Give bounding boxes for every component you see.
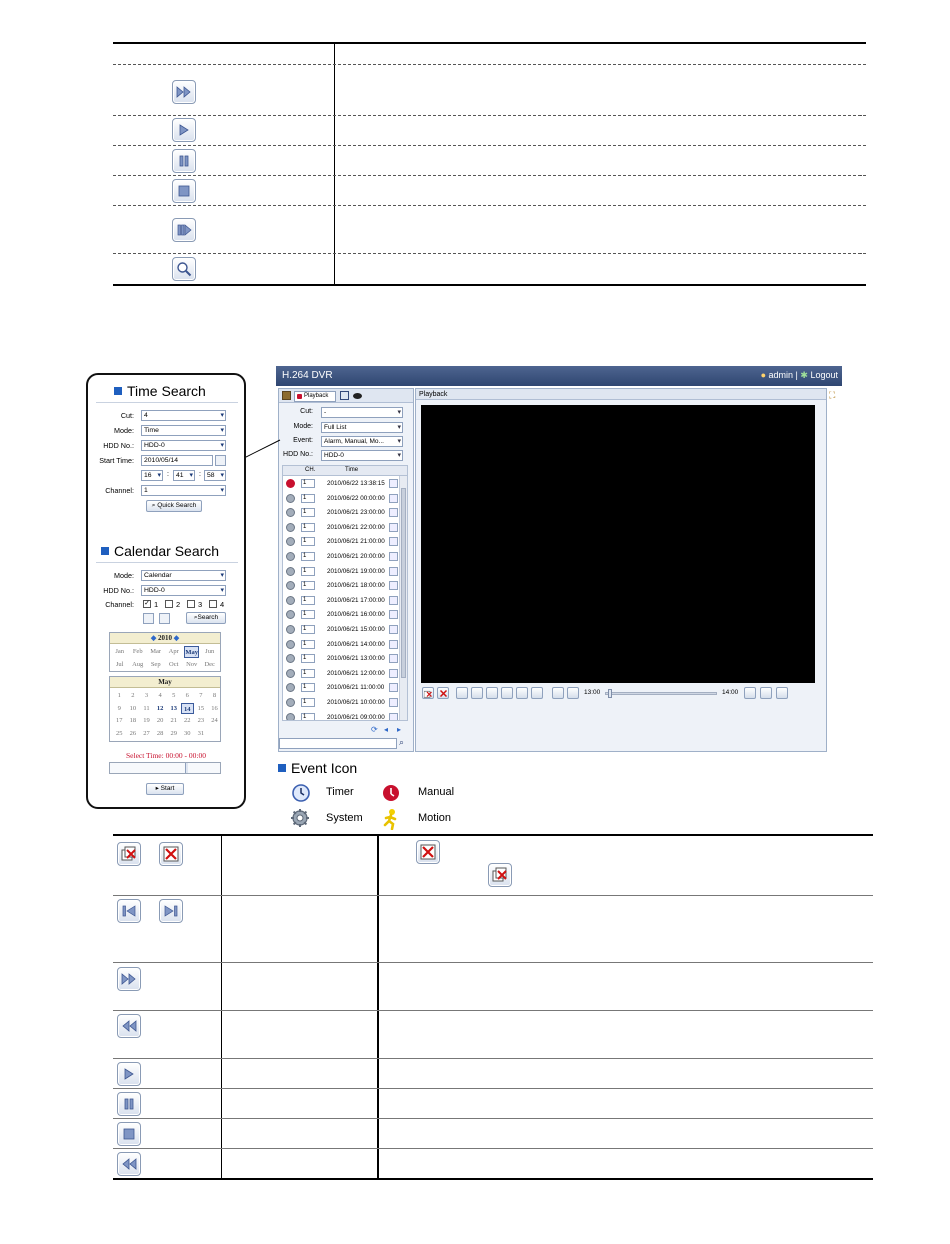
cs-hdd-label: HDD No.: xyxy=(103,586,134,595)
system-icon xyxy=(286,683,295,692)
day-30[interactable]: 30 xyxy=(184,729,191,737)
playback-panel-title: Playback xyxy=(416,389,826,400)
start-button[interactable] xyxy=(146,783,184,795)
channel-checkbox-1[interactable]: ✓ xyxy=(144,600,150,607)
system-icon xyxy=(286,567,295,576)
refresh-icon[interactable]: ⟳ xyxy=(371,725,378,734)
list-item[interactable] xyxy=(283,521,401,536)
event-time: 2010/06/22 00:00:00 xyxy=(327,494,385,502)
list-item[interactable] xyxy=(283,579,401,594)
ts-channel-select[interactable]: 1 ▾ xyxy=(141,485,226,496)
day-20[interactable]: 20 xyxy=(156,717,164,724)
channel-select[interactable]: 1 xyxy=(301,581,315,590)
motion-label: Motion xyxy=(418,812,452,824)
system-icon xyxy=(286,610,295,619)
next-page-icon[interactable]: ▸ xyxy=(397,725,402,734)
event-time: 2010/06/21 11:00:00 xyxy=(327,684,385,692)
col-ch: CH. xyxy=(305,467,316,473)
list-item[interactable] xyxy=(283,550,401,565)
rewind-icon xyxy=(117,1014,141,1038)
ts-hdd-select[interactable]: HDD-0 ▾ xyxy=(141,440,226,451)
day-19[interactable]: 19 xyxy=(143,717,150,724)
close-icon xyxy=(159,842,183,866)
channel-select[interactable]: 1 xyxy=(301,654,315,663)
channel-select[interactable]: 1 xyxy=(301,698,315,707)
row-divider xyxy=(113,145,866,146)
day-5[interactable]: 5 xyxy=(172,692,176,699)
day-7[interactable]: 7 xyxy=(199,692,203,699)
day-17[interactable]: 17 xyxy=(116,717,123,724)
title-underline xyxy=(96,562,238,563)
channel-select[interactable]: 1 xyxy=(301,494,315,503)
month-jun[interactable]: Jun xyxy=(205,648,215,655)
time-search-title: Time Search xyxy=(114,383,206,399)
cs-hdd-select[interactable]: HDD-0 ▾ xyxy=(141,585,226,596)
channel-select[interactable]: 1 xyxy=(301,479,315,488)
channel-select[interactable]: 1 xyxy=(301,537,315,546)
timeline-end: 14:00 xyxy=(722,689,739,696)
day-29[interactable]: 29 xyxy=(170,729,177,737)
list-item[interactable] xyxy=(283,506,401,521)
callout-connector xyxy=(240,438,288,462)
user-area xyxy=(761,370,838,381)
event-time: 2010/06/21 13:00:00 xyxy=(327,655,385,663)
hdd-select[interactable]: HDD-0 ▾ xyxy=(321,450,403,461)
logout-link[interactable]: Logout xyxy=(810,370,838,380)
system-icon xyxy=(286,596,295,605)
list-item[interactable] xyxy=(283,652,401,667)
row-divider xyxy=(113,205,866,206)
day-calendar xyxy=(109,676,221,742)
day-23[interactable]: 23 xyxy=(197,717,205,724)
event-select[interactable]: Alarm, Manual, Mo... ▾ xyxy=(321,436,403,447)
column-divider xyxy=(221,834,222,1178)
manual-label: Manual xyxy=(418,786,455,798)
event-time: 2010/06/21 23:00:00 xyxy=(327,509,385,517)
logout-icon: ✱ xyxy=(800,370,808,380)
close-all-icon xyxy=(117,842,141,866)
play-icon[interactable] xyxy=(389,479,398,488)
system-icon xyxy=(286,581,295,590)
play-icon[interactable] xyxy=(486,687,498,699)
search-callout xyxy=(86,373,246,809)
tab-playback-label: Playback xyxy=(304,393,329,399)
event-time: 2010/06/21 22:00:00 xyxy=(327,523,385,531)
month-jul[interactable]: Jul xyxy=(115,661,124,668)
day-11[interactable]: 11 xyxy=(143,704,150,712)
cut-label: Cut: xyxy=(300,408,313,415)
channel-checkbox-4[interactable] xyxy=(209,600,217,608)
fast-forward-icon xyxy=(172,80,196,104)
list-item[interactable] xyxy=(283,623,401,638)
channel-select[interactable]: 1 xyxy=(301,523,315,532)
event-time: 2010/06/21 16:00:00 xyxy=(327,611,385,619)
day-16[interactable]: 16 xyxy=(211,704,218,712)
day-10[interactable]: 10 xyxy=(129,704,137,712)
manual-icon xyxy=(286,479,295,488)
channel-checkbox-3[interactable] xyxy=(187,600,195,608)
playback-icon xyxy=(297,394,302,399)
year-calendar xyxy=(109,632,221,672)
close-all-icon xyxy=(488,863,512,887)
title-bar xyxy=(276,366,842,386)
scroll-thumb[interactable] xyxy=(401,488,406,678)
playback-area xyxy=(415,388,827,752)
channel-select[interactable]: 1 xyxy=(301,596,315,605)
app-title: H.264 DVR xyxy=(282,370,333,381)
play-icon[interactable] xyxy=(389,610,398,619)
day-24[interactable]: 24 xyxy=(211,717,218,724)
manual-icon xyxy=(382,784,400,802)
row-divider xyxy=(113,895,873,896)
fullscreen-icon[interactable]: ⛶ xyxy=(829,390,836,400)
play-icon[interactable] xyxy=(389,523,398,532)
column-divider xyxy=(334,42,335,284)
audio-icon[interactable] xyxy=(744,687,756,699)
row-divider xyxy=(113,1118,873,1119)
cs-mode-label: Mode: xyxy=(114,571,134,580)
clear-all-icon[interactable] xyxy=(159,613,170,624)
record-icon[interactable] xyxy=(353,393,362,399)
row-divider xyxy=(113,175,866,176)
system-icon xyxy=(286,494,295,503)
search-icon: ⌕ xyxy=(151,502,158,509)
system-icon xyxy=(286,698,295,707)
row-divider xyxy=(113,1010,873,1011)
time-range-bar[interactable] xyxy=(109,762,221,774)
channel-checkbox-2[interactable] xyxy=(165,600,173,608)
system-icon xyxy=(286,640,295,649)
ts-hdd-label: HDD No.: xyxy=(103,441,134,450)
separator: | xyxy=(795,370,798,380)
day-12[interactable]: 12 xyxy=(156,704,164,712)
time-range-handle[interactable] xyxy=(185,763,188,773)
row-divider xyxy=(113,253,866,254)
close-icon[interactable] xyxy=(437,687,449,699)
ts-second-select[interactable]: 58 ▾ xyxy=(204,470,226,481)
day-4[interactable]: 4 xyxy=(158,692,162,699)
title-underline xyxy=(96,402,238,403)
next-year-icon[interactable]: ◆ xyxy=(172,634,180,642)
list-item[interactable] xyxy=(283,594,401,609)
channel-label-1: 1 xyxy=(154,600,159,609)
table-top-border xyxy=(113,834,873,836)
day-9[interactable]: 9 xyxy=(117,704,121,712)
ts-start-date-input[interactable]: 2010/05/14 xyxy=(141,455,213,466)
channel-select[interactable]: 1 xyxy=(301,625,315,634)
quick-search-button[interactable] xyxy=(146,500,202,512)
ts-minute-select[interactable]: 41 ▾ xyxy=(173,470,195,481)
event-list-header xyxy=(283,466,408,476)
prev-page-icon[interactable]: ◂ xyxy=(384,725,389,734)
tab-playback[interactable] xyxy=(294,391,336,402)
play-icon[interactable] xyxy=(389,683,398,692)
play-icon[interactable] xyxy=(389,537,398,546)
system-icon xyxy=(286,713,295,721)
table-bottom-border xyxy=(113,1178,873,1180)
table-bottom-border xyxy=(113,284,866,286)
event-time: 2010/06/21 18:00:00 xyxy=(327,582,385,590)
colon: : xyxy=(167,471,169,478)
stop-icon[interactable] xyxy=(552,687,564,699)
video-viewport[interactable] xyxy=(421,405,815,683)
next-icon[interactable] xyxy=(531,687,543,699)
channel-label-4: 4 xyxy=(220,600,225,609)
event-time: 2010/06/21 09:00:00 xyxy=(327,713,385,721)
margin-dot: . xyxy=(860,108,863,118)
start-label: Start xyxy=(160,785,175,792)
pause-icon xyxy=(172,149,196,173)
system-label: System xyxy=(326,812,363,824)
play-icon[interactable] xyxy=(389,654,398,663)
margin-dot: . xyxy=(860,168,863,178)
day-3[interactable]: 3 xyxy=(144,692,149,699)
play-icon xyxy=(117,1062,141,1086)
col-time: Time xyxy=(345,467,359,473)
ts-hour-select[interactable]: 16 ▾ xyxy=(141,470,163,481)
timeline-thumb[interactable] xyxy=(608,689,612,698)
channel-label-2: 2 xyxy=(176,600,181,609)
month-sep[interactable]: Sep xyxy=(150,661,161,668)
day-6[interactable]: 6 xyxy=(185,692,189,699)
list-item[interactable] xyxy=(283,535,401,550)
row-divider xyxy=(113,1058,873,1059)
prev-year-icon[interactable]: ◆ xyxy=(150,634,158,642)
month-may[interactable]: May xyxy=(184,646,199,658)
next-icon xyxy=(159,899,183,923)
month-dec[interactable]: Dec xyxy=(204,661,215,668)
table-top-border xyxy=(113,42,866,44)
mode-select[interactable]: Full List ▾ xyxy=(321,422,403,433)
list-item[interactable] xyxy=(283,565,401,580)
month-apr[interactable]: Apr xyxy=(168,648,179,655)
list-item[interactable] xyxy=(283,667,401,682)
play-icon[interactable] xyxy=(389,669,398,678)
channel-select[interactable]: 1 xyxy=(301,508,315,517)
event-time: 2010/06/22 13:38:15 xyxy=(327,480,385,487)
event-time: 2010/06/21 19:00:00 xyxy=(327,567,385,575)
list-search-icon[interactable]: ⌕ xyxy=(399,737,405,747)
previous-icon[interactable] xyxy=(456,687,468,699)
list-item[interactable] xyxy=(283,477,401,492)
month-oct[interactable]: Oct xyxy=(169,661,179,668)
stop-icon xyxy=(172,179,196,203)
day-14[interactable]: 14 xyxy=(181,703,194,714)
event-time: 2010/06/21 14:00:00 xyxy=(327,640,385,648)
play-icon[interactable] xyxy=(389,625,398,634)
channel-select[interactable]: 1 xyxy=(301,552,315,561)
day-28[interactable]: 28 xyxy=(156,729,164,737)
list-search-input[interactable] xyxy=(279,738,397,749)
motion-icon xyxy=(382,808,400,830)
system-icon xyxy=(286,552,295,561)
rewind-icon xyxy=(117,1152,141,1176)
user-name[interactable]: admin xyxy=(768,370,794,380)
day-13[interactable]: 13 xyxy=(170,704,177,712)
day-15[interactable]: 15 xyxy=(197,704,205,712)
month-nov[interactable]: Nov xyxy=(186,661,198,668)
month-mar[interactable]: Mar xyxy=(150,648,162,655)
month-feb[interactable]: Feb xyxy=(132,648,143,655)
config-icon[interactable] xyxy=(340,391,349,400)
system-icon xyxy=(290,808,310,828)
pause-icon xyxy=(117,1092,141,1116)
month-header: May xyxy=(110,677,220,688)
zoom-icon[interactable] xyxy=(776,687,788,699)
calendar-picker-icon[interactable] xyxy=(215,455,226,466)
list-item[interactable] xyxy=(283,638,401,653)
play-icon[interactable] xyxy=(389,508,398,517)
event-time: 2010/06/21 21:00:00 xyxy=(327,538,385,546)
step-icon xyxy=(172,218,196,242)
row-divider xyxy=(113,115,866,116)
play-icon xyxy=(172,118,196,142)
channel-select[interactable]: 1 xyxy=(301,669,315,678)
calendar-search-title: Calendar Search xyxy=(101,543,219,559)
system-icon xyxy=(286,537,295,546)
user-icon: ● xyxy=(760,370,766,380)
list-item[interactable] xyxy=(283,681,401,696)
zoom-icon xyxy=(172,257,196,281)
play-icon[interactable] xyxy=(389,596,398,605)
stop-icon xyxy=(117,1122,141,1146)
row-divider xyxy=(113,962,873,963)
quick-search-label: Quick Search xyxy=(157,502,197,509)
header-divider xyxy=(113,64,866,65)
event-label: Event: xyxy=(293,437,313,444)
search-icon: ⌕ xyxy=(193,614,198,621)
channel-select[interactable]: 1 xyxy=(301,713,315,721)
event-time: 2010/06/21 15:00:00 xyxy=(327,626,385,633)
rewind-icon[interactable] xyxy=(471,687,483,699)
live-icon[interactable] xyxy=(282,391,291,400)
year-label: 2010 xyxy=(158,634,172,642)
play-icon[interactable] xyxy=(389,552,398,561)
ts-channel-label: Channel: xyxy=(105,486,134,495)
day-25[interactable]: 25 xyxy=(116,729,123,737)
left-panel xyxy=(278,388,414,752)
system-icon xyxy=(286,508,295,517)
event-time: 2010/06/21 20:00:00 xyxy=(327,553,385,560)
play-icon[interactable] xyxy=(389,494,398,503)
calendar-search-button[interactable] xyxy=(186,612,226,624)
dvr-screenshot xyxy=(276,366,842,834)
step-icon[interactable] xyxy=(567,687,579,699)
event-list xyxy=(282,465,408,721)
list-item[interactable] xyxy=(283,711,401,721)
play-icon[interactable] xyxy=(389,567,398,576)
day-18[interactable]: 18 xyxy=(129,717,137,724)
pause-icon[interactable] xyxy=(501,687,513,699)
list-item[interactable] xyxy=(283,608,401,623)
timer-label: Timer xyxy=(326,786,354,798)
ts-mode-select[interactable]: Time ▾ xyxy=(141,425,226,436)
select-all-icon[interactable] xyxy=(143,613,154,624)
close-icon xyxy=(416,840,440,864)
day-26[interactable]: 26 xyxy=(129,729,137,737)
play-icon[interactable] xyxy=(389,698,398,707)
list-item[interactable] xyxy=(283,492,401,507)
day-31[interactable]: 31 xyxy=(197,729,205,737)
event-time: 2010/06/21 10:00:00 xyxy=(327,699,385,706)
system-icon xyxy=(286,654,295,663)
day-1[interactable]: 1 xyxy=(117,692,121,699)
event-time: 2010/06/21 12:00:00 xyxy=(327,669,385,677)
list-item[interactable] xyxy=(283,696,401,711)
playback-controls xyxy=(422,687,820,701)
column-divider xyxy=(377,834,379,1178)
cut-select[interactable]: - ▾ xyxy=(321,407,403,418)
month-jan[interactable]: Jan xyxy=(115,648,125,655)
list-scrollbar[interactable] xyxy=(399,476,407,721)
margin-dot: . xyxy=(860,246,863,256)
panel-toolbar xyxy=(279,389,413,403)
channel-select[interactable]: 1 xyxy=(301,567,315,576)
row-divider xyxy=(113,1088,873,1089)
play-icon[interactable] xyxy=(389,640,398,649)
timer-icon xyxy=(292,784,310,802)
ts-mode-label: Mode: xyxy=(114,426,134,435)
fast-forward-icon xyxy=(117,967,141,991)
ts-cut-label: Cut: xyxy=(120,411,134,420)
system-icon xyxy=(286,625,295,634)
search-label: Search xyxy=(197,614,219,621)
ts-start-label: Start Time: xyxy=(99,456,134,465)
hdd-label: HDD No.: xyxy=(283,451,313,458)
fast-forward-icon[interactable] xyxy=(516,687,528,699)
day-27[interactable]: 27 xyxy=(143,729,150,737)
select-time-text: Select Time: 00:00 - 00:00 xyxy=(125,751,206,760)
event-time: 2010/06/21 17:00:00 xyxy=(327,596,385,604)
cs-mode-select[interactable]: Calendar ▾ xyxy=(141,570,226,581)
snapshot-icon[interactable] xyxy=(760,687,772,699)
timeline-start: 13:00 xyxy=(584,689,601,696)
mode-label: Mode: xyxy=(293,423,313,430)
month-aug[interactable]: Aug xyxy=(132,661,144,668)
play-icon[interactable] xyxy=(389,581,398,590)
channel-label-3: 3 xyxy=(198,600,203,609)
previous-icon xyxy=(117,899,141,923)
day-22[interactable]: 22 xyxy=(184,717,191,724)
ts-cut-select[interactable]: 4 ▾ xyxy=(141,410,226,421)
timeline-slider[interactable] xyxy=(605,692,717,695)
day-2[interactable]: 2 xyxy=(131,692,135,699)
play-icon[interactable] xyxy=(389,713,398,721)
day-21[interactable]: 21 xyxy=(170,717,177,724)
cs-channel-label: Channel: xyxy=(105,600,134,609)
year-header xyxy=(110,633,220,644)
event-icon-title: Event Icon xyxy=(278,760,357,776)
channel-select[interactable]: 1 xyxy=(301,683,315,692)
system-icon xyxy=(286,523,295,532)
colon: : xyxy=(199,471,201,478)
channel-select[interactable]: 1 xyxy=(301,640,315,649)
close-all-icon[interactable] xyxy=(422,687,434,699)
channel-select[interactable]: 1 xyxy=(301,610,315,619)
system-icon xyxy=(286,669,295,678)
day-8[interactable]: 8 xyxy=(212,692,217,699)
row-divider xyxy=(113,1148,873,1149)
play-icon: ▸ xyxy=(155,785,161,792)
